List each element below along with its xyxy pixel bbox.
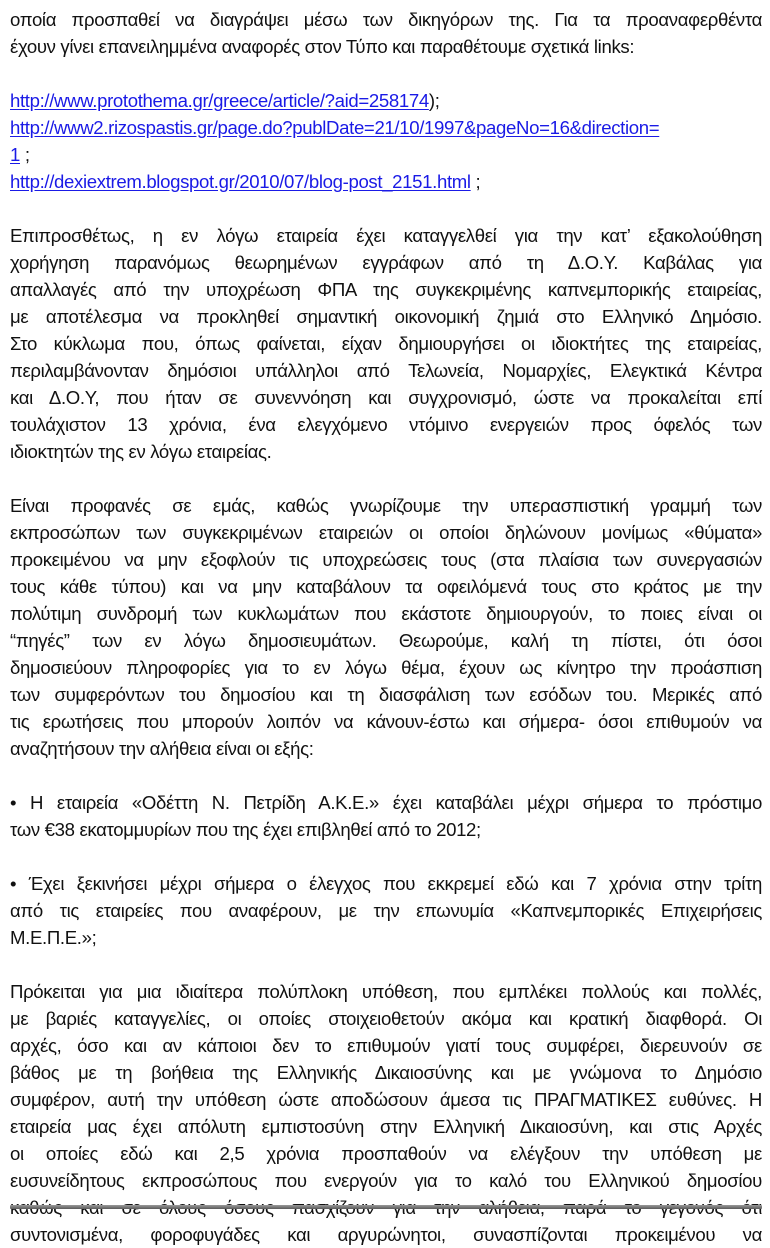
- text-line: απαλλαγές από την υποχρέωση ΦΠΑ της συγκεκριμένης καπνεμπορικής εταιρείας,: [10, 279, 762, 300]
- rizospastis-link[interactable]: http://www2.rizospastis.gr/page.do?publDate=21/10/1997&pageNo=16&direction=: [10, 117, 660, 138]
- protothema-link[interactable]: http://www.protothema.gr/greece/article/?aid=258174: [10, 90, 429, 111]
- text-line: εκπροσώπων των συγκεκριμένων εταιρειών οι οποίοι δηλώνουν μονίμως «θύματα»: [10, 522, 762, 543]
- text-line: αρχές, όσο και αν κάποιοι δεν το επιθυμούν γιατί τους συμφέρει, διερευνούν σε: [10, 1035, 762, 1056]
- intro-paragraph: [10, 6, 762, 60]
- text-line: βάθος με τη βοήθεια της Ελληνικής Δικαιοσύνης και με γνώμονα το Δημόσιο: [10, 1062, 762, 1083]
- text-line: των €38 εκατομμυρίων που της έχει επιβληθεί από το 2012;: [10, 819, 481, 840]
- spacer: [10, 195, 762, 222]
- spacer: [10, 60, 762, 87]
- text-line: περιλαμβάνονταν δημόσιοι υπάλληλοι από Τελωνεία, Νομαρχίες, Ελεγκτικά Κέντρα: [10, 360, 762, 381]
- text-line: τουλάχιστον 13 χρόνια, ένα ελεγχόμενο ντόμινο ενεργειών προς όφελός των: [10, 414, 762, 435]
- rizospastis-link-continuation[interactable]: 1: [10, 144, 20, 165]
- text-line: των συμφερόντων του δημοσίου και τη διασφάλιση των εσόδων του. Μερικές από: [10, 684, 762, 705]
- text-line: προκειμένου να μην εξοφλούν τις υποχρεώσεις τους (στα πλαίσια των συνεργασιών: [10, 549, 762, 570]
- text-line: • Η εταιρεία «Οδέττη Ν. Πετρίδη Α.Κ.Ε.» έχει καταβάλει μέχρι σήμερα το πρόστιμο: [10, 792, 762, 813]
- text-line: συντονισμένα, φοροφυγάδες και αργυρώνητοι, συνασπίζονται προκειμένου να: [10, 1224, 762, 1245]
- bullet-item-2: [10, 870, 762, 951]
- text-line: • Έχει ξεκινήσει μέχρι σήμερα ο έλεγχος που εκκρεμεί εδώ και 7 χρόνια στην τρίτη: [10, 873, 762, 894]
- text-line: δημοσιεύουν πληροφορίες για το εν λόγω θέμα, έχουν ως κίνητρο την προάσπιση: [10, 657, 762, 678]
- text-line: χορήγηση παρανόμως θεωρημένων εγγράφων από τη Δ.Ο.Υ. Καβάλας για: [10, 252, 762, 273]
- paragraph-1: [10, 222, 762, 465]
- page-bottom-divider: [10, 1205, 762, 1209]
- spacer: [10, 951, 762, 978]
- text-line: “πηγές” των εν λόγω δημοσιευμάτων. Θεωρούμε, καλή τη πίστει, ότι όσοι: [10, 630, 762, 651]
- text-line: από τις εταιρείες που αναφέρουν, με την επωνυμία «Καπνεμπορικές Επιχειρήσεις: [10, 900, 762, 921]
- spacer: [10, 843, 762, 870]
- text-line: Στο κύκλωμα που, όπως φαίνεται, είχαν δημιουργήσει οι ιδιοκτήτες της εταιρείας,: [10, 333, 762, 354]
- link-suffix: );: [428, 90, 440, 111]
- text-line: εταιρεία μας έχει απόλυτη εμπιστοσύνη στην Ελληνική Δικαιοσύνη, και στις Αρχές: [10, 1116, 762, 1137]
- text-line: Επιπροσθέτως, η εν λόγω εταιρεία έχει καταγγελθεί για την κατ’ εξακολούθηση: [10, 225, 762, 246]
- text-line: αναζητήσουν την αλήθεια είναι οι εξής:: [10, 738, 314, 759]
- text-line: οι οποίες εδώ και 2,5 χρόνια προσπαθούν να ελέγξουν την υπόθεση με: [10, 1143, 762, 1164]
- text-line: με αποτέλεσμα να προκληθεί σημαντική οικονομική ζημιά στο Ελληνικό Δημόσιο.: [10, 306, 762, 327]
- text-line: με βαριές καταγγελίες, οι οποίες στοιχειοθετούν ακόμα και κρατική διαφθορά. Οι: [10, 1008, 762, 1029]
- links-list: [10, 87, 762, 195]
- dexiextrem-link[interactable]: http://dexiextrem.blogspot.gr/2010/07/blog-post_2151.html: [10, 171, 471, 192]
- link-suffix: ;: [20, 144, 30, 165]
- link-line: [10, 141, 762, 168]
- text-line: τους κάθε τύπου) και να μην καταβάλουν τα οφειλόμενά τους στο κράτος με την: [10, 576, 762, 597]
- text-line: ευσυνείδητους εκπροσώπους που ενεργούν για το καλό του Ελληνικού δημοσίου: [10, 1170, 762, 1191]
- text-line: οποία προσπαθεί να διαγράψει μέσω των δικηγόρων της. Για τα προαναφερθέντα: [10, 9, 762, 30]
- spacer: [10, 465, 762, 492]
- paragraph-2: [10, 492, 762, 762]
- text-line: Μ.Ε.Π.Ε.»;: [10, 927, 97, 948]
- text-line: ιδιοκτητών της εν λόγω εταιρείας.: [10, 441, 272, 462]
- text-line: Πρόκειται για μια ιδιαίτερα πολύπλοκη υπόθεση, που εμπλέκει πολλούς και πολλές,: [10, 981, 762, 1002]
- link-suffix: ;: [470, 171, 481, 192]
- document-page: [10, 0, 762, 1248]
- link-line: [10, 87, 762, 114]
- link-line: [10, 114, 762, 141]
- text-line: Είναι προφανές σε εμάς, καθώς γνωρίζουμε την υπερασπιστική γραμμή των: [10, 495, 762, 516]
- link-line: [10, 168, 762, 195]
- text-line: τις ερωτήσεις που μπορούν λοιπόν να κάνουν-έστω και σήμερα- όσοι επιθυμούν να: [10, 711, 762, 732]
- text-line: έχουν γίνει επανειλημμένα αναφορές στον Τύπο και παραθέτουμε σχετικά links:: [10, 36, 635, 57]
- bullet-item-1: [10, 789, 762, 843]
- text-line: και Δ.Ο.Υ, που ήταν σε συνεννόηση και συγχρονισμό, ώστε να προκαλείται επί: [10, 387, 762, 408]
- text-line: συμφέρον, αυτή την υπόθεση ώστε αποδώσουν άμεσα τις ΠΡΑΓΜΑΤΙΚΕΣ ευθύνες. Η: [10, 1089, 762, 1110]
- spacer: [10, 762, 762, 789]
- text-line: πολύτιμη συνδρομή των κυκλωμάτων που εκάστοτε δημιουργούν, το ποιες είναι οι: [10, 603, 762, 624]
